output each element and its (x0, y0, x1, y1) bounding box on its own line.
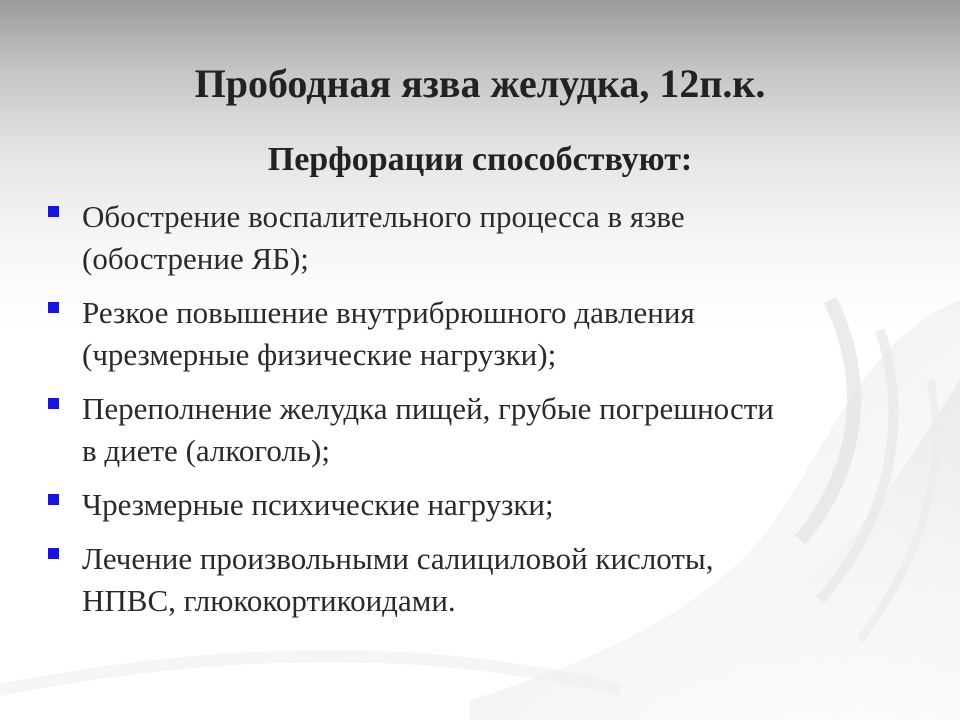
list-item-line: Обострение воспалительного процесса в язве (82, 199, 685, 234)
list-item-line: Чрезмерные психические нагрузки; (82, 487, 554, 522)
slide-title: Прободная язва желудка, 12п.к. (194, 61, 766, 106)
list-item-line: (обострение ЯБ); (82, 241, 309, 276)
square-bullet-icon (48, 302, 59, 313)
list-item-line: НПВС, глюкокортикоидами. (82, 583, 456, 618)
bullet-list (42, 196, 922, 634)
square-bullet-icon (48, 548, 59, 559)
list-item-line: Переполнение желудка пищей, грубые погрешности (82, 391, 774, 426)
list-item (42, 484, 922, 526)
list-item (42, 292, 922, 376)
square-bullet-icon (48, 494, 59, 505)
list-item (42, 538, 922, 622)
list-item (42, 388, 922, 472)
list-item-line: Лечение произвольными салициловой кислоты, (82, 541, 714, 576)
slide-subtitle: Перфорации способствуют: (267, 141, 693, 178)
list-item-line: Резкое повышение внутрибрюшного давления (82, 295, 695, 330)
list-item (42, 196, 922, 280)
list-item-line: в диете (алкоголь); (82, 433, 330, 468)
square-bullet-icon (48, 398, 59, 409)
square-bullet-icon (48, 206, 59, 217)
list-item-line: (чрезмерные физические нагрузки); (82, 337, 557, 372)
